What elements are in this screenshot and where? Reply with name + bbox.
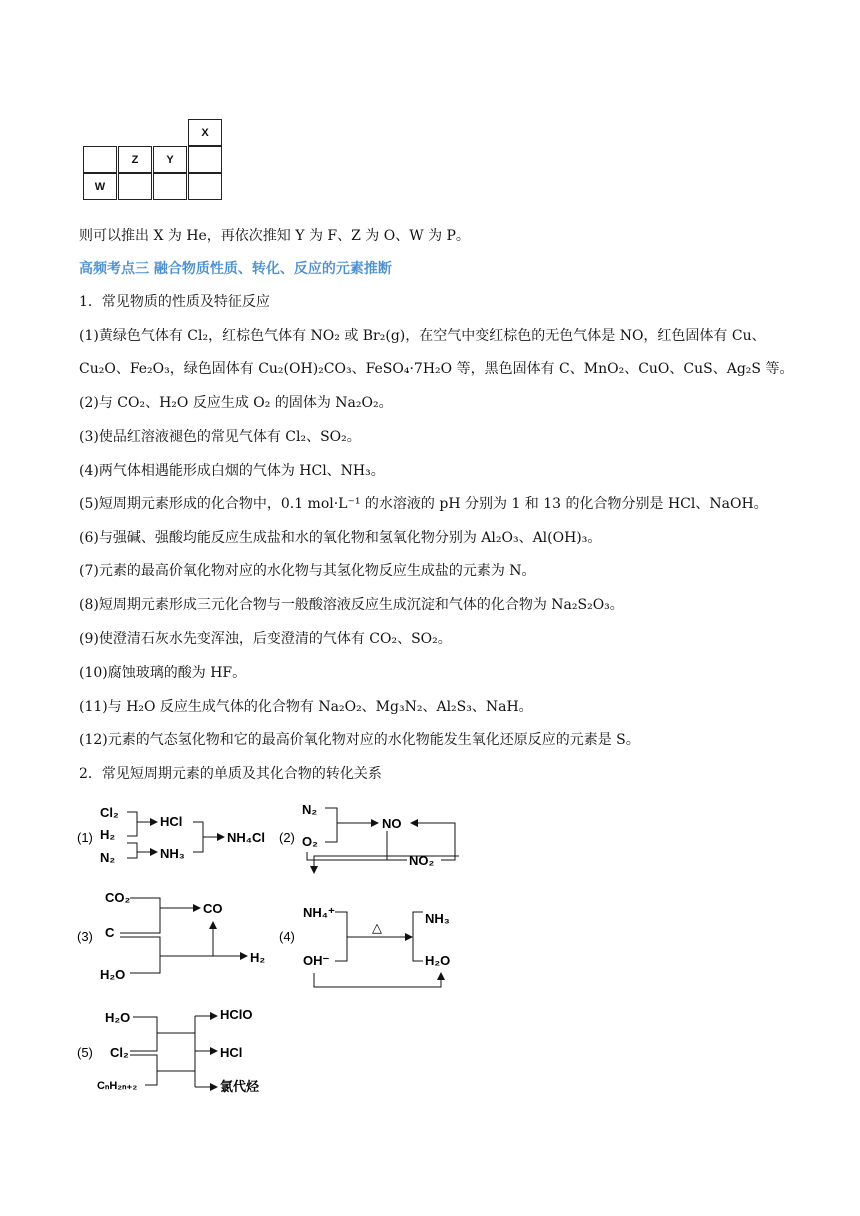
item-9: (9)使澄清石灰水先变浑浊，后变澄清的气体有 CO₂、SO₂。: [79, 631, 452, 647]
cell-empty: [153, 173, 187, 200]
d5-hclo: HClO: [220, 1007, 253, 1022]
subsection-2-title: 2．常见短周期元素的单质及其化合物的转化关系: [79, 766, 382, 782]
diagram-1: [77, 805, 265, 865]
d5-cl2: Cl₂: [110, 1045, 129, 1060]
cell-empty: [188, 146, 222, 173]
cell-empty: [118, 173, 152, 200]
d1-n2: N₂: [100, 850, 116, 865]
subsection-1-title: 1．常见物质的性质及特征反应: [79, 294, 270, 310]
item-5: (5)短周期元素形成的化合物中，0.1 mol·L⁻¹ 的水溶液的 pH 分别为 1 和 13 的化合物分别是 HCl、NaOH。: [79, 496, 768, 512]
diagram-1-label: (1): [77, 830, 93, 845]
d5-h2o: H₂O: [105, 1010, 131, 1025]
item-7: (7)元素的最高价氧化物对应的水化物与其氢化物反应生成盐的元素为 N。: [79, 563, 536, 579]
d1-h2: H₂: [100, 827, 116, 842]
item-11: (11)与 H₂O 反应生成气体的化合物有 Na₂O₂、Mg₃N₂、Al₂S₃、NaH。: [79, 699, 533, 715]
d1-nh3: NH₃: [160, 846, 185, 861]
cell-y: Y: [153, 146, 187, 173]
d4-nh4: NH₄⁺: [303, 905, 335, 920]
d3-h2o: H₂O: [100, 967, 126, 982]
d2-o2: O₂: [302, 834, 318, 849]
d1-cl2: Cl₂: [100, 805, 119, 820]
intro-line: 则可以推出 X 为 He，再依次推知 Y 为 F、Z 为 O、W 为 P。: [79, 228, 470, 244]
cell-empty: [188, 173, 222, 200]
item-2: (2)与 CO₂、H₂O 反应生成 O₂ 的固体为 Na₂O₂。: [79, 395, 393, 411]
diagram-5-label: (5): [77, 1045, 93, 1060]
diagram-4: [279, 856, 459, 987]
diagram-4-label: (4): [279, 929, 295, 944]
d4-h2o: H₂O: [425, 953, 451, 968]
d3-co: CO: [203, 901, 223, 916]
item-12: (12)元素的气态氢化物和它的最高价氧化物对应的水化物能发生氧化还原反应的元素是 S。: [79, 732, 640, 748]
cell-z: Z: [118, 146, 152, 173]
d5-chlorinated-hydrocarbon: 氯代烃: [220, 1079, 260, 1094]
diagram-5: [77, 1007, 260, 1094]
d4-oh: OH⁻: [303, 953, 330, 968]
diagram-2: [279, 802, 455, 868]
d3-h2: H₂: [250, 950, 266, 965]
cell-w: W: [83, 173, 117, 200]
item-8: (8)短周期元素形成三元化合物与一般酸溶液反应生成沉淀和气体的化合物为 Na₂S₂O₃。: [79, 597, 624, 613]
diagram-3: [77, 890, 265, 982]
item-6: (6)与强碱、强酸均能反应生成盐和水的氧化物和氢氧化物分别为 Al₂O₃、Al(OH)₃。: [79, 530, 602, 546]
cell-x: X: [188, 119, 222, 146]
diagram-2-label: (2): [279, 830, 295, 845]
item-10: (10)腐蚀玻璃的酸为 HF。: [79, 665, 247, 681]
item-1b: Cu₂O、Fe₂O₃，绿色固体有 Cu₂(OH)₂CO₃、FeSO₄·7H₂O 等，黑色固体有 C、MnO₂、CuO、CuS、Ag₂S 等。: [79, 361, 794, 377]
section-heading: 高频考点三 融合物质性质、转化、反应的元素推断: [79, 261, 392, 277]
d3-c: C: [105, 925, 115, 940]
d4-delta: △: [372, 920, 382, 935]
d3-co2: CO₂: [105, 890, 131, 905]
d5-hcl: HCl: [220, 1045, 243, 1060]
d2-no: NO: [382, 816, 402, 831]
d2-no2: NO₂: [409, 853, 435, 868]
d2-n2: N₂: [302, 802, 318, 817]
d5-alkane: CₙH₂ₙ₊₂: [97, 1080, 138, 1092]
cell-empty: [83, 146, 117, 173]
d1-nh4cl: NH₄Cl: [227, 830, 265, 845]
item-1a: (1)黄绿色气体有 Cl₂，红棕色气体有 NO₂ 或 Br₂(g)，在空气中变红棕色的无色气体是 NO，红色固体有 Cu、: [79, 328, 766, 344]
diagram-3-label: (3): [77, 929, 93, 944]
d1-hcl: HCl: [160, 814, 183, 829]
d4-nh3: NH₃: [425, 911, 450, 926]
item-4: (4)两气体相遇能形成白烟的气体为 HCl、NH₃。: [79, 463, 385, 479]
conversion-diagrams: [75, 795, 795, 1105]
item-3: (3)使品红溶液褪色的常见气体有 Cl₂、SO₂。: [79, 429, 361, 445]
